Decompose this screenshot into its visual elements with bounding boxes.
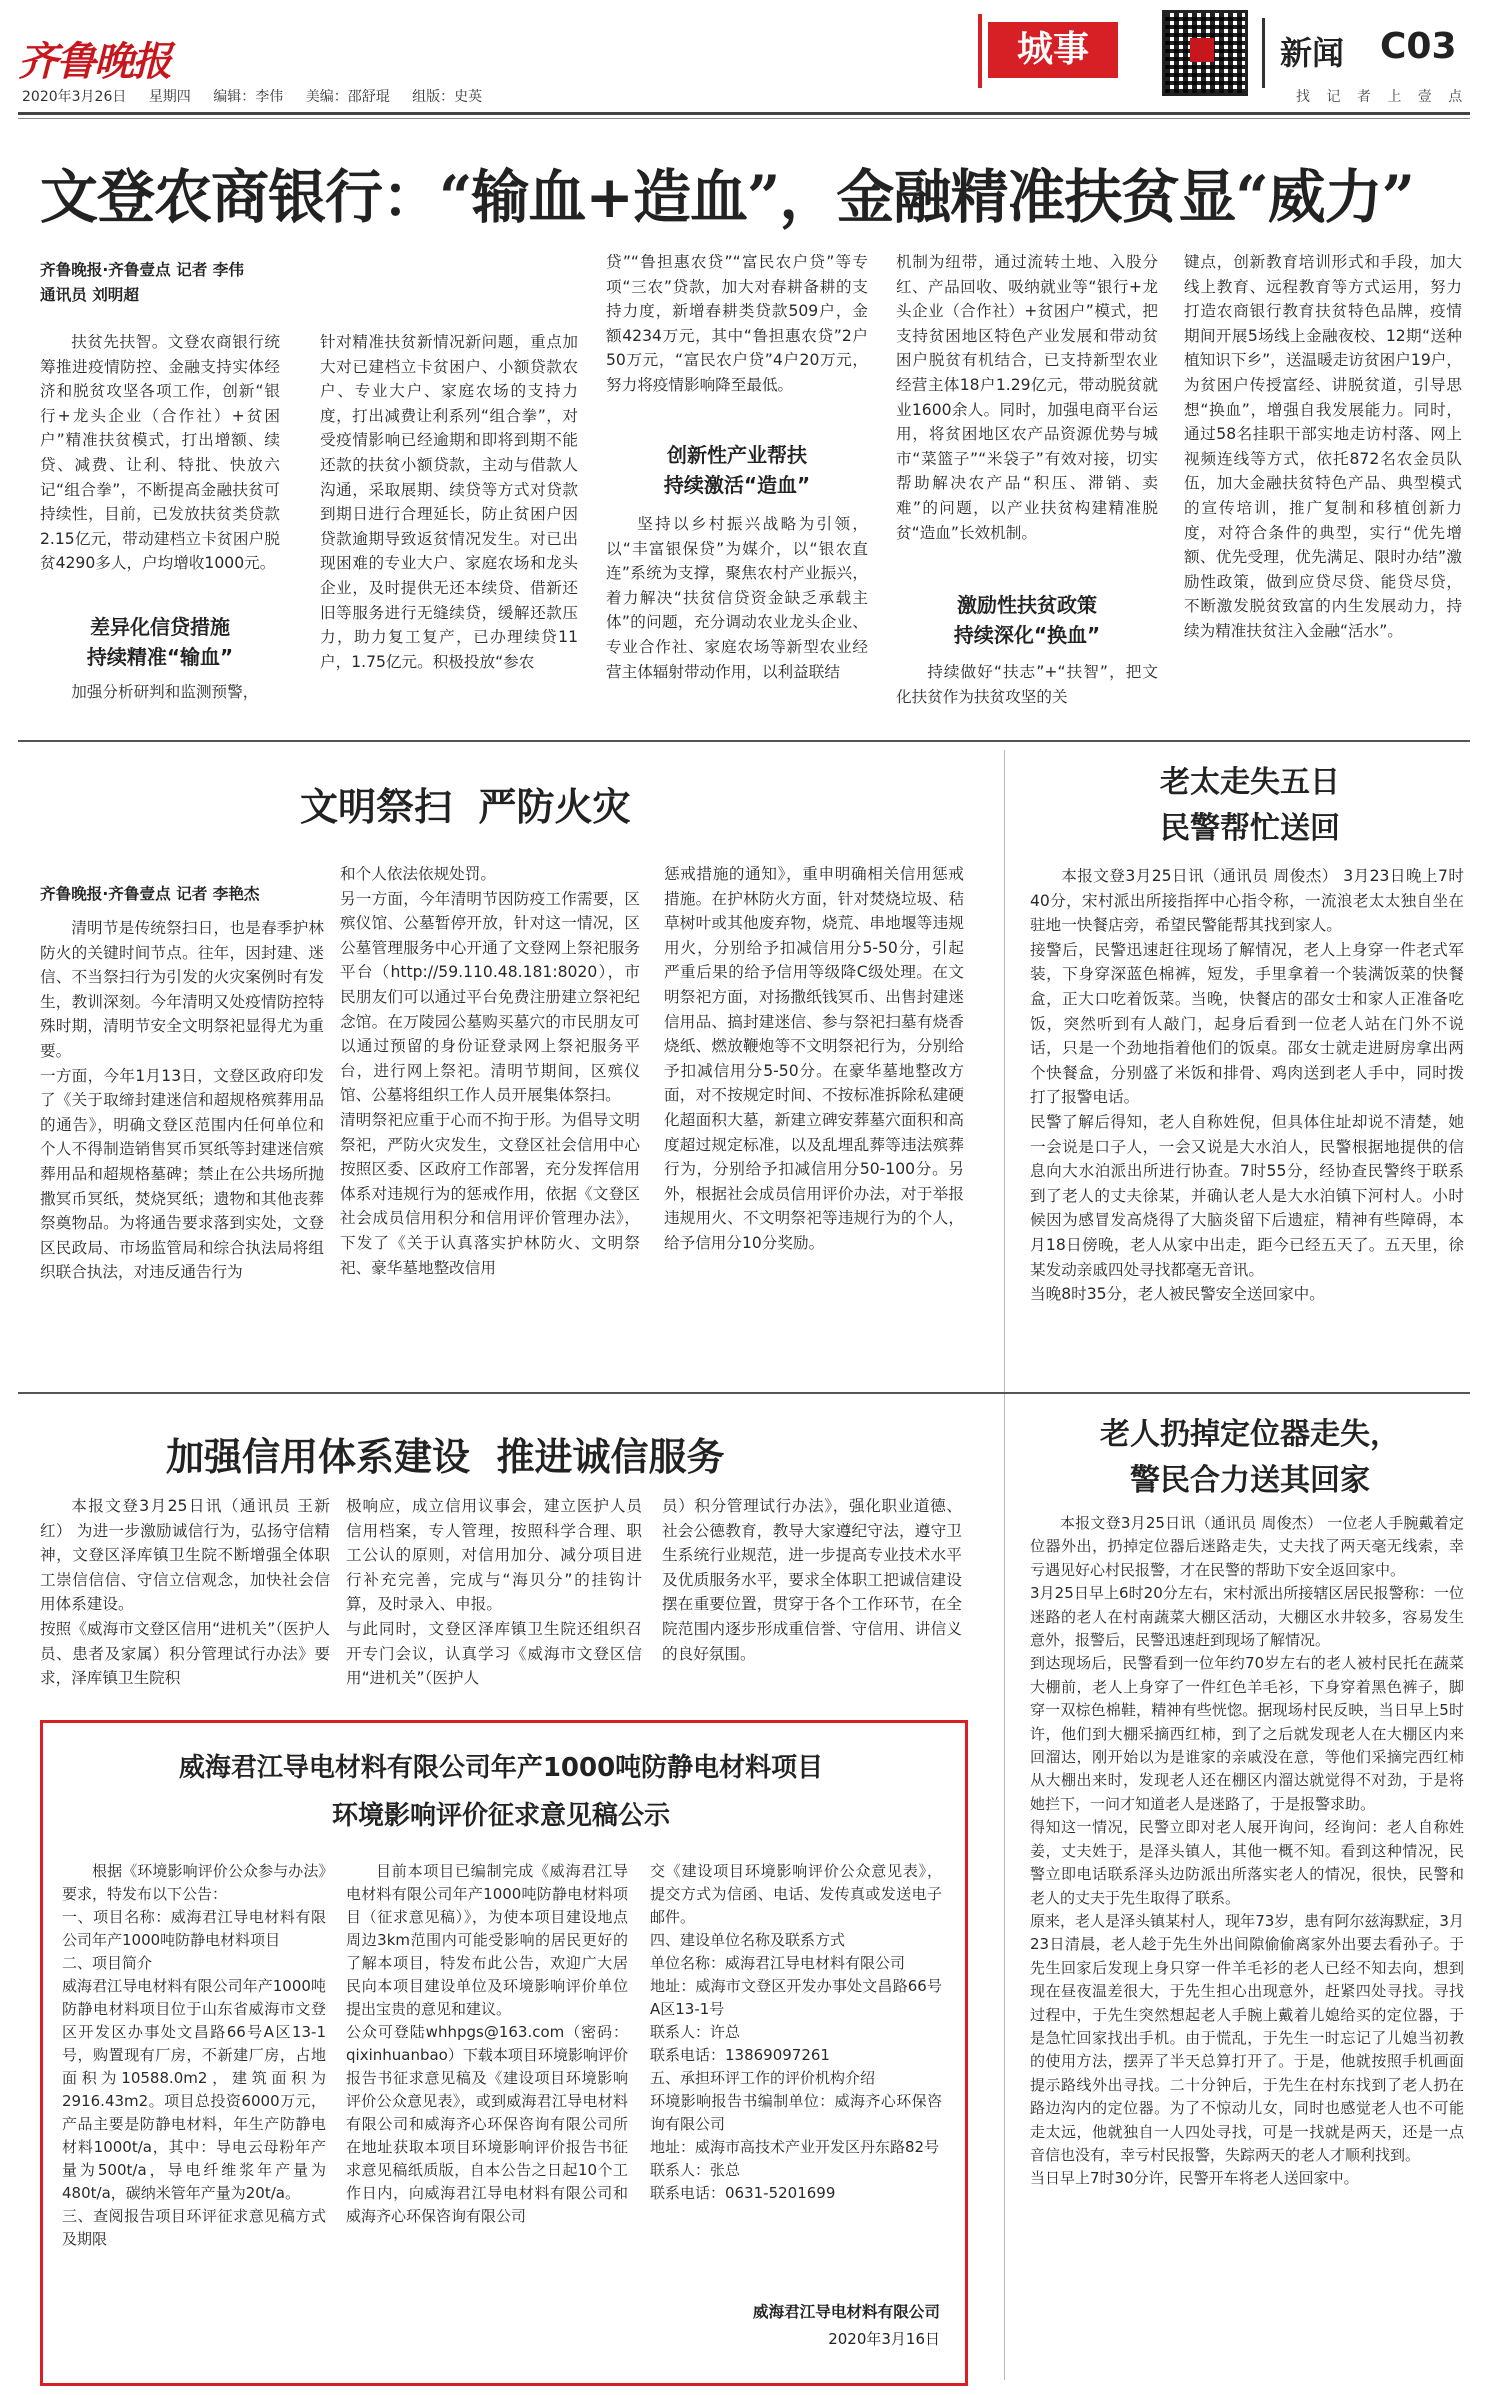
article1-title: 文登农商银行：“输血+造血”，金融精准扶贫显“威力” <box>40 163 1415 231</box>
notice-col1: 根据《环境影响评价公众参与办法》要求，特发布以下公告： 一、项目名称：威海君江导电材料有限公司年产1000吨防静电材料项目 二、项目简介 威海君江导电材料有限公司年产1000吨防静电材料项目位于山东省威海市文登区开发区办事处文昌路66号A区13-1号，购置现有厂房，不新建厂房，占地面积为10588.0m2，建筑面积为2916.43m2。项目总投资6000万元，产品主要是防静电材料，年生产防静电材料1000t/a，其中：导电云母粉年产量为500t/a，导电纤维浆年产量为480t/a，碳纳米管年产量为20t/a。 三、查阅报告项目环评征求意见稿方式及期限 <box>62 1862 326 2248</box>
layout-credit: 组版：史英 <box>412 89 483 105</box>
notice-col3: 交《建设项目环境影响评价公众意见表》，提交方式为信函、电话、发传真或发送电子邮件。 四、建设单位名称及联系方式 单位名称：威海君江导电材料有限公司 地址：威海市文登区开发办事处文昌路66号A区13-1号 联系人：许总 联系电话：13869097261 五、承担环评工作的评价机构介绍 环境影响报告书编制单位：威海齐心环保咨询有限公司 地址：威海市高技术产业开发区丹东路82号 联系人：张总 联系电话：0631-5201699 <box>650 1862 942 2202</box>
article5-title: 老人扔掉定位器走失， 警民合力送其回家 <box>1100 1417 1400 1498</box>
article1-subhead1: 差异化信贷措施 持续精准“输血” <box>86 615 234 669</box>
article2-col1: 清明节是传统祭扫日，也是春季护林防火的关键时间节点。往年，因封建、迷信、不当祭扫行为引发的火灾案例时有发生，教训深刻。今年清明又处疫情防控特殊时期，清明节安全文明祭祀显得尤为重要。 一方面，今年1月13日，文登区政府印发了《关于取缔封建迷信和超规格殡葬用品的通告》，明确文登区范围内任何单位和个人不得制造销售冥币冥纸等封建迷信殡葬用品和超规格墓碑；禁止在公共场所抛撒冥币冥纸，焚烧冥纸；遗物和其他丧葬祭奠物品。为将通告要求落到实处，文登区民政局、市场监管局和综合执法局将组织联合执法，对违反通告行为 <box>40 919 324 1282</box>
reporter-line: 找 记 者 上 壹 点 <box>1296 89 1469 105</box>
masthead-rule <box>18 112 1470 115</box>
article4-title: 加强信用体系建设 推进诚信服务 <box>166 1434 725 1479</box>
article2-title: 文明祭扫 严防火灾 <box>300 784 631 829</box>
masthead-divider <box>1262 18 1265 88</box>
article1-col2: 针对精准扶贫新情况新问题，重点加大对已建档立卡贫困户、小额贷款农户、专业大户、家庭农场的支持力度，打出减费让利系列“组合拳”，对受疫情影响已经逾期和即将到期不能还款的扶贫小额贷款，主动与借款人沟通，采取展期、续贷等方式对贷款到期日进行合理延长，防止贫困户因贷款逾期导致返贫情况发生。对已出现困难的专业大户、家庭农场和龙头企业，及时提供无还本续贷、借新还旧等服务进行无缝续贷，缓解还款压力，助力复工复产，已办理续贷11户，1.75亿元。积极投放“参农 <box>320 333 578 671</box>
article1-byline-line1: 齐鲁晚报·齐鲁壹点 记者 李伟 <box>40 261 244 279</box>
section-rule-1 <box>18 740 1470 742</box>
editor-credit: 编辑：李伟 <box>213 89 284 105</box>
article1-col4b: 持续做好“扶志”+“扶智”，把文化扶贫作为扶贫攻坚的关 <box>896 663 1158 706</box>
article4-col3: 员）积分管理试行办法》，强化职业道德、社会公德教育，教导大家遵纪守法，遵守卫生系统行业规范，进一步提高专业技术水平及优质服务水平，要求全体职工把诚信建设摆在重要位置，贯穿于各个工作环节，在全院范围内逐步形成重信誉、守信用、讲信义的良好氛围。 <box>662 1497 962 1663</box>
section-rule-2 <box>18 1392 1470 1394</box>
article1-byline <box>40 258 300 308</box>
article1-col1: 扶贫先扶智。文登农商银行统筹推进疫情防控、金融支持实体经济和脱贫攻坚各项工作，创新“银行+龙头企业（合作社）+贫困户”精准扶贫模式，打出增额、续贷、减费、让利、特批、快放六记“组合拳”，不断提高金融扶贫可持续性，目前，已发放扶贫类贷款2.15亿元，带动建档立卡贫困户脱贫4290多人，户均增收1000元。 <box>40 333 280 573</box>
notice-col2: 目前本项目已编制完成《威海君江导电材料有限公司年产1000吨防静电材料项目（征求意见稿）》，为使本项目建设地点周边3km范围内可能受影响的居民更好的了解本项目，特发布此公告，欢迎广大居民向本项目建设单位及环境影响评价单位提出宝贵的意见和建议。 公众可登陆whhpgs@163.com（密码：qixinhuanbao）下载本项目环境影响评价报告书征求意见稿及《建设项目环境影响评价公众意见表》，或到威海君江导电材料有限公司和威海齐心环保咨询有限公司所在地址获取本项目环境影响评价报告书征求意见稿纸质版，自本公告之日起10个工作日内，向威海君江导电材料有限公司和威海齐心环保咨询有限公司 <box>346 1862 628 2225</box>
article1-subhead3: 激励性扶贫政策 持续深化“换血” <box>953 593 1101 647</box>
notice-signature: 威海君江导电材料有限公司 <box>752 2303 940 2321</box>
article3-body: 本报文登3月25日讯（通讯员 周俊杰） 3月23日晚上7时40分，宋村派出所接指挥中心指令称，一流浪老太太独自坐在驻地一快餐店旁，希望民警能帮其找到家人。 接警后，民警迅速赶往现场了解情况，老人上身穿一件老式军装，下身穿深蓝色棉裤，短发，手里拿着一个装满饭菜的快餐盒，正大口吃着饭菜。当晚，快餐店的邵女士和家人正准备吃饭，突然听到有人敲门，起身后看到一位老人站在门外不说话，只是一个劲地指着他们的饭桌。邵女士就走进厨房拿出两个快餐盒，分别盛了米饭和排骨、鸡肉送到老人手中，同时拨打了报警电话。 民警了解后得知，老人自称姓倪，但具体住址却说不清楚，她一会说是口子人，一会又说是大水泊人，民警根据地提供的信息向大水泊派出所进行协查。7时55分，经协查民警终于联系到了老人的丈夫徐某，并确认老人是大水泊镇下河村人。小时候因为感冒发高烧得了大脑炎留下后遗症，精神有些障碍，本月18日傍晚，老人从家中出走，距今已经五天了。五天里，徐某发动亲戚四处寻找都毫无音讯。 当晚8时35分，老人被民警安全送回家中。 <box>1030 867 1464 1304</box>
newspaper-logo: 齐鲁晚报 <box>18 38 170 85</box>
page-number: C03 <box>1380 26 1457 67</box>
article4-col1: 本报文登3月25日讯（通讯员 王新红） 为进一步激励诚信行为，弘扬守信精神，文登区泽库镇卫生院不断增强全体职工崇信信信、守信立信观念，加快社会信用体系建设。 按照《威海市文登区信用“进机关”（医护人员、患者及家属）积分管理试行办法》要求，泽库镇卫生院积 <box>40 1497 330 1688</box>
article3-title: 老太走失五日 民警帮忙送回 <box>1160 765 1340 846</box>
article4-col2: 极响应，成立信用议事会，建立医护人员信用档案，专人管理，按照科学合理、职工公认的原则，对信用加分、减分项目进行补充完善，完成与“海贝分”的挂钩计算，及时录入、申报。 与此同时，文登区泽库镇卫生院还组织召开专门会议，认真学习《威海市文登区信用“进机关”（医护人 <box>346 1497 642 1688</box>
column-divider <box>1004 750 1005 2380</box>
article1-col3: 贷”“鲁担惠农贷”“富民农户贷”等专项“三农”贷款，加大对春耕备耕的支持力度，新增春耕类贷款509户，金额4234万元，其中“鲁担惠农贷”2户50万元，“富民农户贷”4户20万元，努力将疫情影响降至最低。 <box>606 253 868 394</box>
article1-col5: 键点，创新教育培训形式和手段，加大线上教育、远程教育等方式运用，努力打造农商银行教育扶贫特色品牌，疫情期间开展5场线上金融夜校、12期“送种植知识下乡”，送温暖走访贫困户19户，为贫困户传授富经、讲脱贫道，引导思想“换血”，增强自我发展能力。同时，通过58名挂职干部实地走访村落、网上视频连线等方式，依托872名农金员队伍，加大金融扶贫特色产品、典型模式的宣传培训，推广复制和移植创新力度，对符合条件的典型，实行“优先增额、优先受理，优先满足、限时办结”激励性政策，做到应贷尽贷、能贷尽贷，不断激发脱贫致富的内生发展动力，持续为精准扶贫注入金融“活水”。 <box>1184 253 1462 640</box>
article2-col3: 惩戒措施的通知》，重申明确相关信用惩戒措施。在护林防火方面，针对焚烧垃圾、秸草树叶或其他废弃物，烧荒、串地堰等违规用火，分别给予扣减信用分5-50分，引起严重后果的给予信用等级降C级处理。在文明祭祀方面，对扬撒纸钱冥币、出售封建迷信用品、搞封建迷信、参与祭祀扫墓有烧香烧纸、燃放鞭炮等不文明祭祀行为，分别给予扣减信用分5-50分。在豪华墓地整改方面，对不按规定时间、不按标准拆除私建硬化超面积大墓，新建立碑安葬墓穴面积和高度超过规定标准，以及乱埋乱葬等违法殡葬行为，分别给予扣减信用分50-100分。另外，根据社会成员信用评价办法，对于举报违规用火、不文明祭祀等违规行为的个人，给予信用分10分奖励。 <box>664 865 964 1252</box>
section-name: 新闻 <box>1280 34 1345 72</box>
issue-meta <box>22 86 500 106</box>
notice-title: 威海君江导电材料有限公司年产1000吨防静电材料项目 环境影响评价征求意见稿公示 <box>178 1753 824 1831</box>
article1-col1b: 加强分析研判和监测预警， <box>71 683 259 701</box>
article2-byline: 齐鲁晚报·齐鲁壹点 记者 李艳杰 <box>40 885 260 903</box>
issue-weekday: 星期四 <box>148 89 191 105</box>
designer-credit: 美编：邵舒琨 <box>305 89 390 105</box>
section-tag: 城事 <box>988 22 1118 78</box>
article1-col3b: 坚持以乡村振兴战略为引领，以“丰富银保贷”为媒介，以“银农直连”系统为支撑，聚焦农村产业振兴，着力解决“扶贫信贷资金缺乏承载主体”的问题，充分调动农业龙头企业、专业合作社、家庭农场等新型农业经营主体辐射带动作用，以利益联结 <box>606 515 868 681</box>
notice-date: 2020年3月16日 <box>828 2330 940 2348</box>
article5-body: 本报文登3月25日讯（通讯员 周俊杰） 一位老人手腕戴着定位器外出，扔掉定位器后迷路走失，丈夫找了两天毫无线索，幸亏遇见好心村民报警，才在民警的帮助下安全返回家中。 3月25日早上6时20分左右，宋村派出所接辖区居民报警称：一位迷路的老人在村南蔬菜大棚区活动，大棚区水井较多，容易发生意外，报警后，民警迅速赶到现场了解情况。 到达现场后，民警看到一位年约70岁左右的老人被村民托在蔬菜大棚前，老人上身穿了一件红色羊毛衫，下身穿着黑色裤子，脚穿一双棕色棉鞋，精神有些恍惚。据现场村民反映，当日早上5时许，他们到大棚采摘西红柿，到了之后就发现老人在大棚区内来回溜达，刚开始以为是谁家的亲戚没在意，等他们采摘完西红柿从大棚出来时，发现老人还在棚区内溜达就觉得不对劲，于是将她拦下，一问才知道老人是迷路了，于是报警求助。 得知这一情况，民警立即对老人展开询问，经询问：老人自称姓姜，丈夫姓于，是泽头镇人，其他一概不知。看到这种情况，民警立即电话联系泽头边防派出所落实老人的情况，很快，民警和老人的丈夫于先生取得了联系。 原来，老人是泽头镇某村人，现年73岁，患有阿尔兹海默症，3月23日清晨，老人趁于先生外出间隙偷偷离家外出要去看孙子。于先生回家后发现上身只穿一件羊毛衫的老人已经不知去向，想到现在昼夜温差很大，于先生担心出现意外，赶紧四处寻找。寻找过程中，于先生突然想起老人手腕上戴着儿媳给买的定位器，于是急忙回家找出手机。由于慌乱，于先生一时忘记了儿媳当初教的使用方法，摆弄了半天总算打开了。于是，他就按照手机画面提示路线外出寻找。二十分钟后，于先生在村东找到了老人扔在路边沟内的定位器。为了不惊动儿女，同时也感觉老人也不可能走太远，他就独自一人四处寻找，可是一找就是两天，还是一点音信也没有，幸亏村民报警，失踪两天的老人才顺利找到。 当日早上7时30分许，民警开车将老人送回家中。 <box>1030 1514 1464 2188</box>
article2-col2: 和个人依法依规处罚。 另一方面，今年清明节因防疫工作需要，区殡仪馆、公墓暂停开放，针对这一情况，区公墓管理服务中心开通了文登网上祭祀服务平台（http://59.110.48.181:8020），市民朋友们可以通过平台免费注册建立祭祀纪念馆。在万陵园公墓购买墓穴的市民朋友可以通过预留的身份证登录网上祭祀服务平台，进行网上祭祀。清明节期间，区殡仪馆、公墓将组织工作人员开展集体祭扫。 清明祭祀应重于心而不拘于形。为倡导文明祭祀，严防火灾发生，文登区社会信用中心按照区委、区政府工作部署，充分发挥信用体系对违规行为的惩戒作用，依据《文登区社会成员信用积分和信用评价管理办法》，下发了《关于认真落实护林防火、文明祭祀、豪华墓地整改信用 <box>340 865 640 1277</box>
article1-col4: 机制为纽带，通过流转土地、入股分红、产品回收、吸纳就业等“银行+龙头企业（合作社）+贫困户”模式，把支持贫困地区特色产业发展和带动贫困户脱贫有机结合，已支持新型农业经营主体18户1.29亿元，带动脱贫就业1600余人。同时，加强电商平台运用，将贫困地区农产品资源优势与城市“菜篮子”“米袋子”有效对接，切实帮助解决农产品“积压、滞销、卖难”的问题，以产业扶贫构建精准脱贫“造血”长效机制。 <box>896 253 1158 542</box>
issue-date: 2020年3月26日 <box>22 89 127 105</box>
article1-byline-line2: 通讯员 刘明超 <box>40 286 139 304</box>
article1-subhead2: 创新性产业帮扶 持续激活“造血” <box>663 443 811 497</box>
qr-logo-icon <box>1190 38 1214 62</box>
masthead-rule-thin <box>18 118 1470 119</box>
